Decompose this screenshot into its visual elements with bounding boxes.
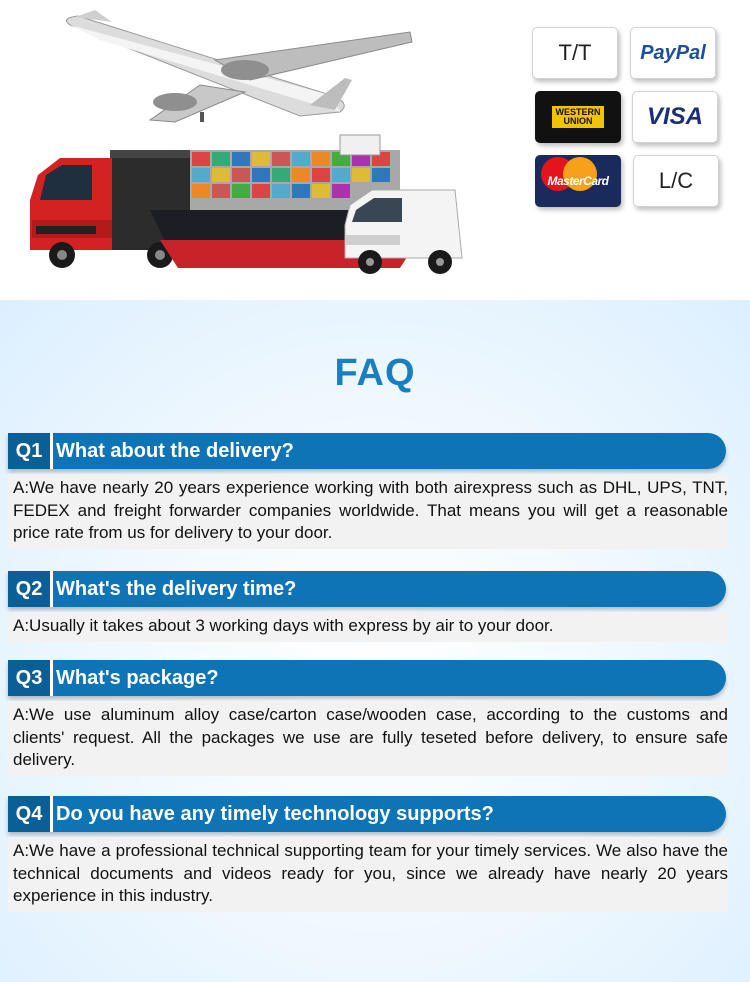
payment-visa-badge <box>632 91 718 143</box>
payment-tt-label: T/T <box>558 40 592 65</box>
question-number: Q4 <box>8 796 50 832</box>
payment-western-union-label: WESTERN UNION <box>552 106 604 128</box>
faq-question-2 <box>8 571 726 607</box>
question-divider <box>50 660 53 696</box>
payment-paypal-label: PayPal <box>640 41 706 64</box>
shipping-banner <box>0 0 750 300</box>
question-divider <box>50 796 53 832</box>
question-text: Do you have any timely technology supports? <box>56 803 494 825</box>
faq-title: FAQ <box>334 352 416 394</box>
faq-answer-3: A:We use aluminum alloy case/carton case/wooden case, according to the customs and clients' request. All the packages we use are fully teseted before delivery, to ensure safe delivery. <box>8 701 728 776</box>
faq-answer-1: A:We have nearly 20 years experience working with both airexpress such as DHL, UPS, TNT, FEDEX and freight forwarder companies worldwide. That means you will get a reasonable price rate from us for delivery to your door. <box>8 474 728 549</box>
question-text: What about the delivery? <box>56 440 294 462</box>
payment-paypal-badge <box>630 27 716 79</box>
question-number: Q2 <box>8 571 50 607</box>
question-number: Q1 <box>8 433 50 469</box>
faq-question-4 <box>8 796 726 832</box>
airplane-icon <box>66 10 412 122</box>
question-text: What's the delivery time? <box>56 578 297 600</box>
payment-visa-label: VISA <box>646 103 703 130</box>
faq-question-3 <box>8 660 726 696</box>
payment-mastercard-badge <box>535 155 621 207</box>
payment-western-union-badge <box>535 91 621 143</box>
payment-lc-badge <box>633 155 719 207</box>
payment-mastercard-label: MasterCard <box>547 174 609 188</box>
payment-lc-label: L/C <box>658 168 694 193</box>
faq-question-1 <box>8 433 726 469</box>
payment-tt-badge <box>532 27 618 79</box>
faq-answer-4: A:We have a professional technical supporting team for your timely services. We also have the technical documents and videos ready for you, since we already have nearly 20 years experience in this industry. <box>8 837 728 912</box>
question-divider <box>50 571 53 607</box>
question-number: Q3 <box>8 660 50 696</box>
question-divider <box>50 433 53 469</box>
shipping-illustration <box>0 0 520 300</box>
faq-answer-2: A:Usually it takes about 3 working days with express by air to your door. <box>8 612 728 642</box>
question-text: What's package? <box>56 667 219 689</box>
faq-section <box>0 300 750 982</box>
